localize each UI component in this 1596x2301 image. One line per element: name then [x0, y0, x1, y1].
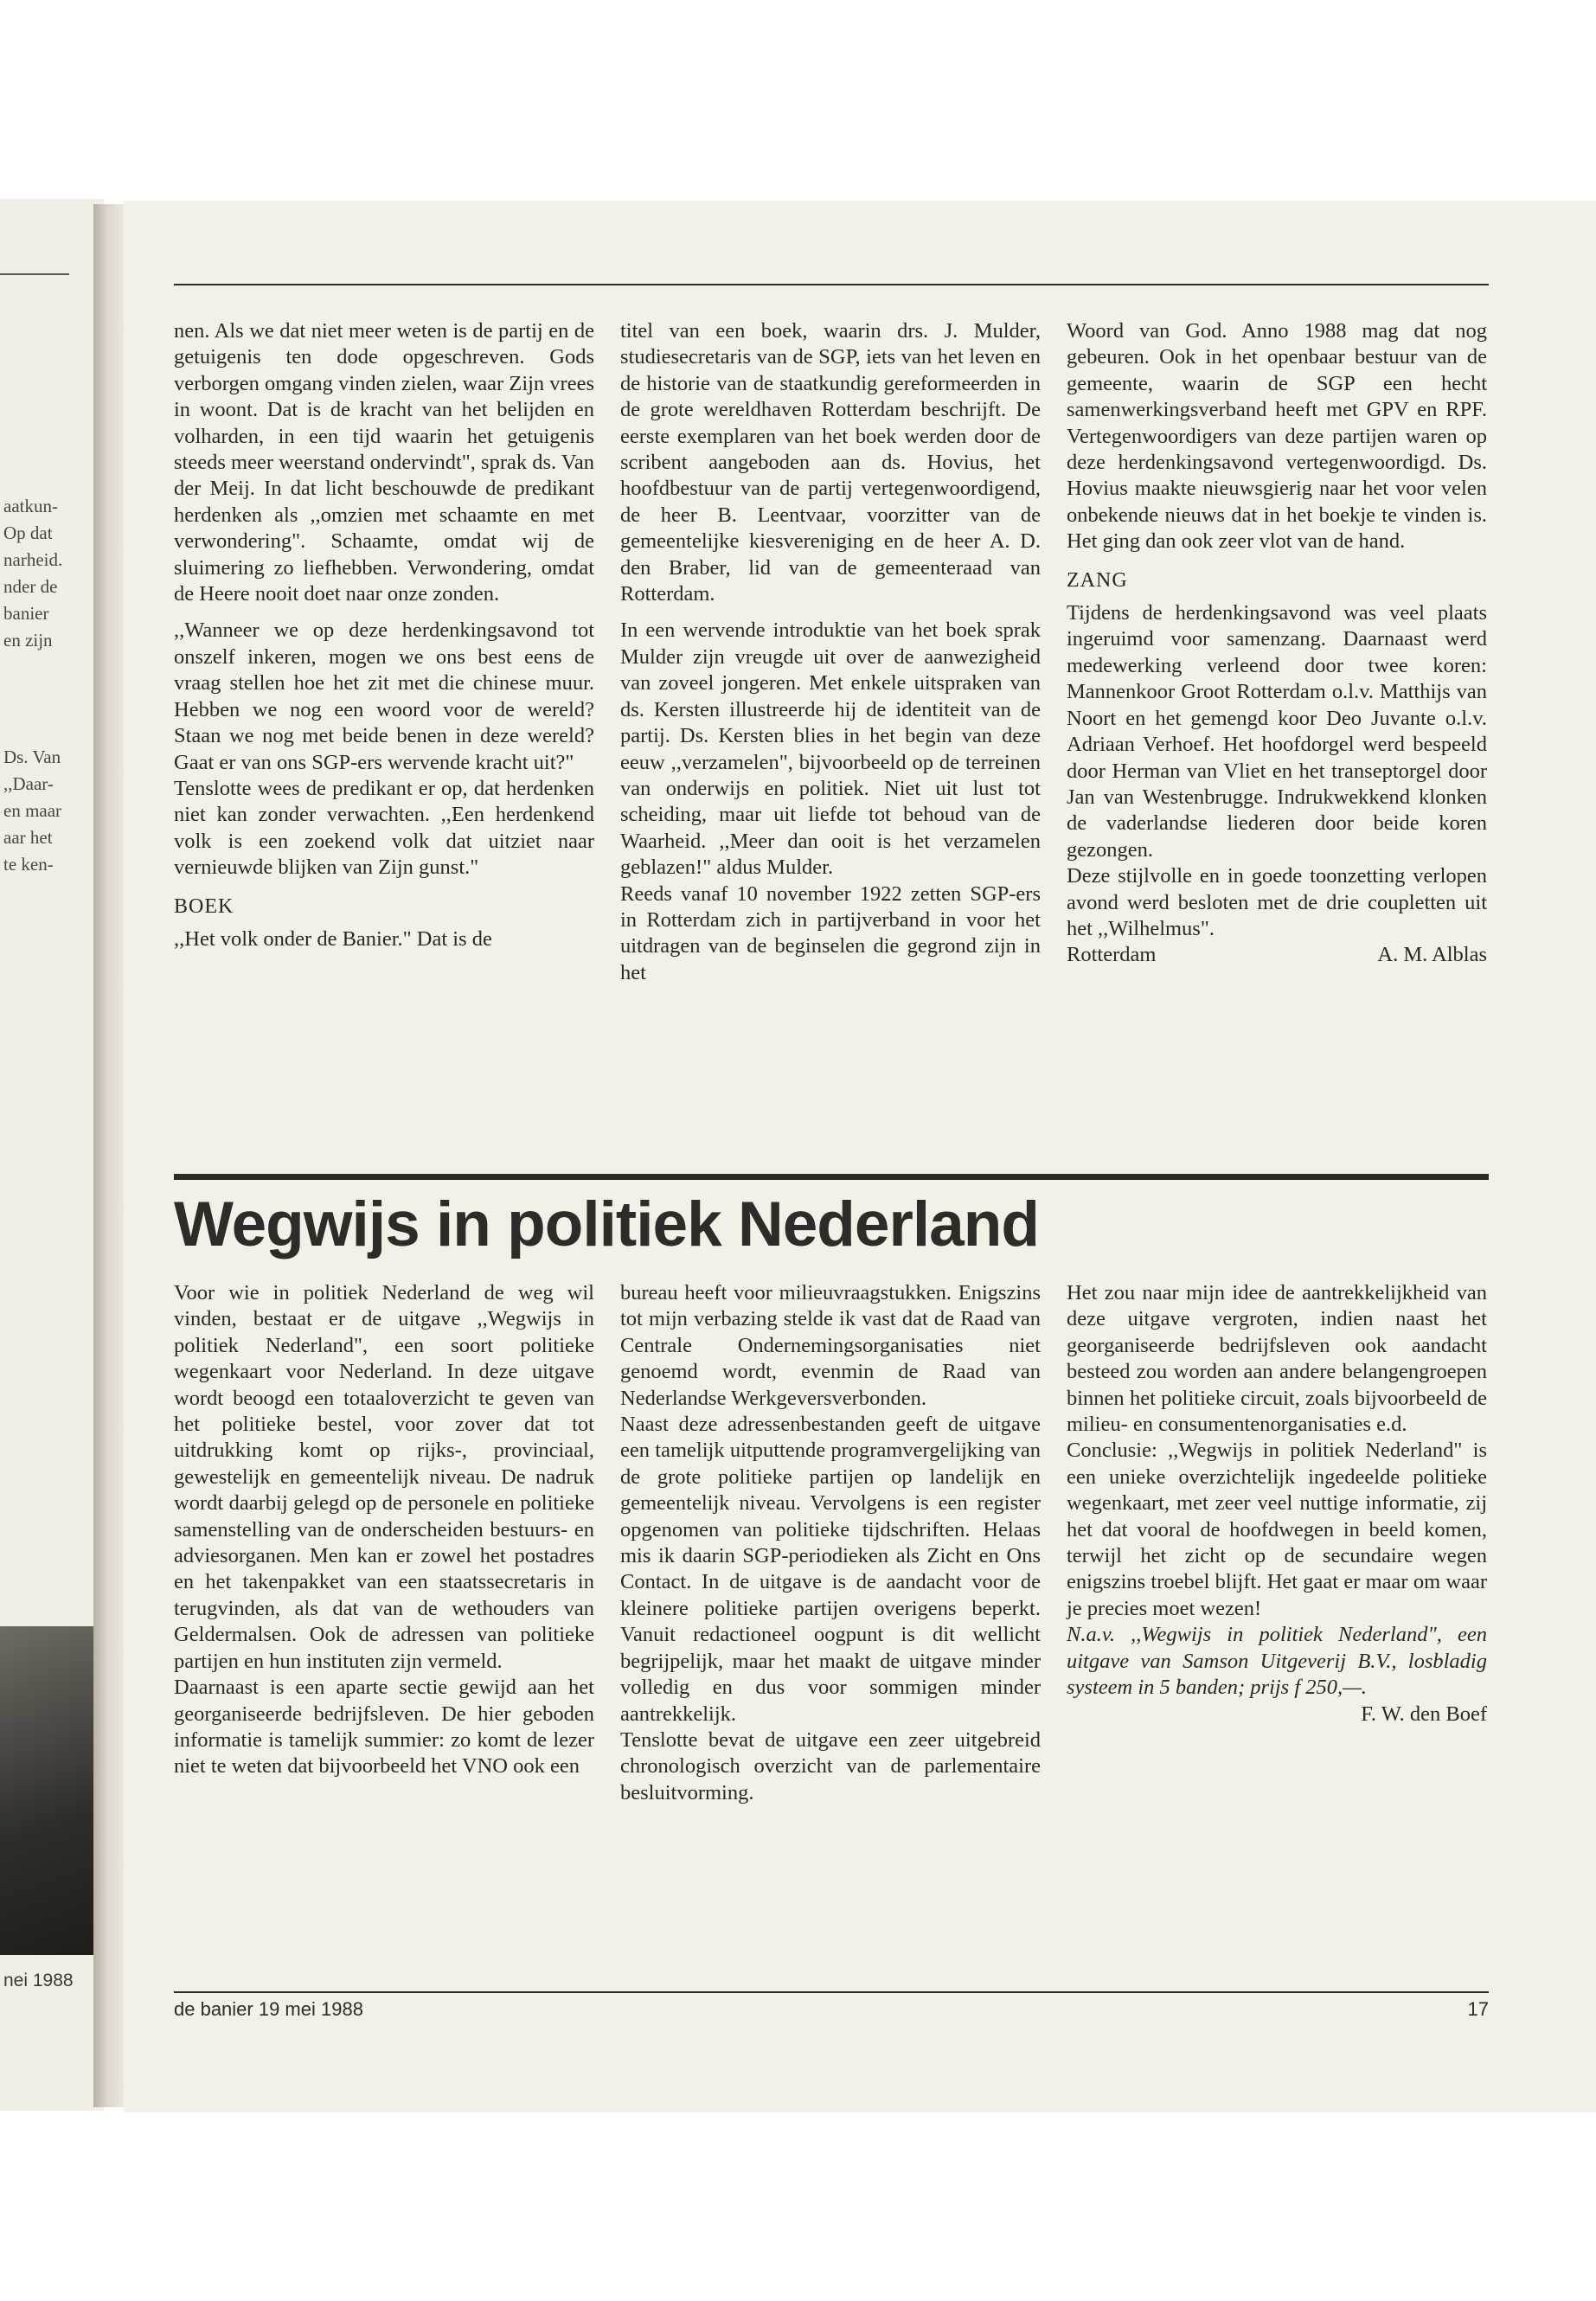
- top-rule: [174, 284, 1489, 285]
- paragraph: titel van een boek, waarin drs. J. Mulder, studiesecretaris van de SGP, iets van het leven en de historie van de staatkundig gereformeerden in de grote wereldhaven Rotterdam beschrijft. De eerste exemplaren van het boek werden door de scribent aangeboden aan ds. Hovius, het hoofdbestuur van de partij vertegenwoordigend, de heer B. Leentvaar, voorzitter van de gemeentelijke kiesvereniging en de heer A. D. den Braber, lid van de gemeenteraad van Rotterdam.: [620, 319, 1041, 606]
- subheading-zang: ZANG: [1067, 568, 1128, 592]
- upper-column-1: [174, 318, 594, 952]
- signature: [1067, 942, 1487, 968]
- paragraph: Reeds vanaf 10 november 1922 zetten SGP-ers in Rotterdam zich in partijverband in voor het uitdragen van de beginselen die gegrond zijn in het: [620, 881, 1041, 984]
- prev-fragment: en zijn: [3, 630, 53, 651]
- previous-page-rule: [0, 273, 69, 275]
- prev-fragment: te ken-: [3, 854, 54, 875]
- paragraph: Naast deze adressenbestanden geeft de uitgave een tamelijk uitputtende programvergelijking van de grote politieke partijen op landelijk en gemeentelijk niveau. Vervolgens is een register opgenomen van politieke tijdschriften. Helaas mis ik daarin SGP-periodieken als Zicht en Ons Contact. In de uitgave is de aandacht voor de kleinere politieke partijen overigens beperkt. Vanuit redactioneel oogpunt is dit wellicht begrijpelijk, maar het maakt de uitgave minder volledig en dus voor sommigen minder aantrekkelijk.: [620, 1413, 1041, 1726]
- footer-publication: de banier 19 mei 1988: [174, 1998, 363, 2020]
- upper-column-3: [1067, 318, 1487, 969]
- paragraph: bureau heeft voor milieuvraagstukken. Enigszins tot mijn verbazing stelde ik vast dat de Raad van Centrale Ondernemingsorganisaties niet genoemd wordt, evenmin de Raad van Nederlandse Werkgeversverbonden.: [620, 1281, 1041, 1410]
- paragraph: Deze stijlvolle en in goede toonzetting verlopen avond werd besloten met de drie coupletten uit het ,,Wilhelmus".: [1067, 864, 1487, 940]
- lower-column-2: [620, 1280, 1041, 1806]
- paragraph: Tenslotte wees de predikant er op, dat herdenken niet kan zonder verwachten. ,,Een herdenkend volk is een zoekend volk dat uitziet naar vernieuwde blijken van Zijn gunst.": [174, 776, 594, 880]
- paragraph: Woord van God. Anno 1988 mag dat nog gebeuren. Ook in het openbaar bestuur van de gemeente, waarin de SGP een hecht samenwerkingsverband heeft met GPV en RPF. Vertegenwoordigers van deze partijen waren op deze herdenkingsavond vertegenwoordigd. Ds. Hovius maakte nieuwsgierig naar het voor velen onbekende nieuws dat in het boekje te vinden is. Het ging dan ook zeer vlot van de hand.: [1067, 319, 1487, 554]
- upper-column-2: [620, 318, 1041, 986]
- prev-fragment: Op dat: [3, 522, 53, 543]
- magazine-page: [124, 201, 1596, 2112]
- article-author: F. W. den Boef: [1361, 1702, 1487, 1726]
- book-credit: N.a.v. ,,Wegwijs in politiek Nederland", een uitgave van Samson Uitgeverij B.V., losbladig systeem in 5 banden; prijs f 250,—.: [1067, 1623, 1487, 1700]
- page-number: 17: [1467, 1998, 1489, 2020]
- paragraph: Voor wie in politiek Nederland de weg wil vinden, bestaat er de uitgave ,,Wegwijs in politiek Nederland", een soort politieke wegenkaart voor Nederland. In deze uitgave wordt beoogd een totaaloverzicht te geven van het politieke bestel, voor zover dat tot uitdrukking komt op rijks-, provinciaal, gewestelijk en gemeentelijk niveau. De nadruk wordt daarbij gelegd op de personele en politieke samenstelling van de onderscheiden bestuurs- en adviesorganen. Men kan er zowel het postadres en het takenpakket van een staatssecretaris in terugvinden, als dat van de wethouders van Geldermalsen. Ook de adressen van politieke partijen en hun instituten zijn vermeld.: [174, 1281, 594, 1673]
- paragraph: Tijdens de herdenkingsavond was veel plaats ingeruimd voor samenzang. Daarnaast werd medewerking verleend door twee koren: Mannenkoor Groot Rotterdam o.l.v. Matthijs van Noort en het gemengd koor Deo Juvante o.l.v. Adriaan Verhoef. Het hoofdorgel werd bespeeld door Herman van Vliet en het transeptorgel door Jan van Westenbrugge. Indrukwekkend klonken de vaderlandse liederen door beide koren gezongen.: [1067, 601, 1487, 862]
- prev-fragment: Ds. Van: [3, 747, 61, 767]
- paragraph: ,,Wanneer we op deze herdenkingsavond tot onszelf inkeren, mogen we ons best eens de vraag stellen hoe het zit met die chinese muur. Hebben we nog een woord voor de wereld? Staan we nog met beide benen in deze wereld? Gaat er van ons SGP-ers wervende kracht uit?": [174, 619, 594, 774]
- subheading-boek: BOEK: [174, 894, 234, 918]
- lower-column-1: [174, 1280, 594, 1780]
- prev-fragment: ,,Daar-: [3, 773, 54, 794]
- paragraph: ,,Het volk onder de Banier." Dat is de: [174, 926, 492, 951]
- signature-name: A. M. Alblas: [1377, 943, 1487, 967]
- paragraph: In een wervende introduktie van het boek sprak Mulder zijn vreugde uit over de aanwezigheid van zoveel jongeren. Met enkele uitspraken van ds. Kersten illustreerde hij de identiteit van de partij. Ds. Kersten blies in het begin van deze eeuw ,,verzamelen", bijvoorbeeld op de terreinen van onderwijs en politiek. Niet uit lust tot scheiding, maar uit liefde tot behoud van de Waarheid. ,,Meer dan ooit is het verzamelen geblazen!" aldus Mulder.: [620, 619, 1041, 880]
- prev-fragment: en maar: [3, 800, 62, 821]
- prev-fragment: nder de: [3, 576, 58, 597]
- previous-page-photo: [0, 1626, 95, 1955]
- signature-place: Rotterdam: [1067, 943, 1157, 967]
- prev-fragment: narheid.: [3, 549, 63, 570]
- paragraph: Conclusie: ,,Wegwijs in politiek Nederland" is een unieke overzichtelijk ingedeelde politieke wegenkaart, met zeer veel nuttige informatie, zij het dat vooral de hoofdwegen in beeld komen, terwijl het zicht op de secundaire wegen enigszins troebel blijft. Het gaat er maar om waar je precies moet wezen!: [1067, 1439, 1487, 1620]
- paragraph: nen. Als we dat niet meer weten is de partij en de getuigenis ten dode opgeschreven. Gods verborgen omgang vinden zielen, waar Zijn vrees in woont. Dat is de kracht van het belijden en volharden, in een tijd waarin het getuigenis steeds meer weerstand ondervindt", sprak ds. Van der Meij. In dat licht beschouwde de predikant herdenken als ,,omzien met schaamte en met verwondering". Schaamte, omdat wij de sluimering zo liefhebben. Verwondering, omdat de Heere nooit doet naar onze zonden.: [174, 319, 594, 606]
- bottom-rule: [174, 1991, 1489, 1993]
- spine-gutter: [93, 204, 128, 2107]
- paragraph: Daarnaast is een aparte sectie gewijd aan het georganiseerde bedrijfsleven. De hier geboden informatie is tamelijk summier: zo komt de lezer niet te weten dat bijvoorbeeld het VNO ook een: [174, 1676, 594, 1779]
- paragraph: Het zou naar mijn idee de aantrekkelijkheid van deze uitgave vergroten, indien naast het georganiseerde bedrijfsleven ook aandacht besteed zou worden aan andere belangengroepen binnen het politieke circuit, zoals bijvoorbeeld de milieu- en consumentenorganisaties e.d.: [1067, 1281, 1487, 1437]
- paragraph: Tenslotte bevat de uitgave een zeer uitgebreid chronologisch overzicht van de parlementaire besluitvorming.: [620, 1727, 1041, 1804]
- lower-column-3: [1067, 1280, 1487, 1727]
- prev-fragment: aatkun-: [3, 496, 58, 516]
- previous-page-edge: [0, 199, 104, 2111]
- prev-fragment: aar het: [3, 827, 53, 848]
- prev-fragment: banier: [3, 603, 49, 624]
- article-headline: Wegwijs in politiek Nederland: [174, 1189, 1039, 1259]
- section-rule: [174, 1174, 1489, 1180]
- previous-page-footer: nei 1988: [3, 1971, 74, 1990]
